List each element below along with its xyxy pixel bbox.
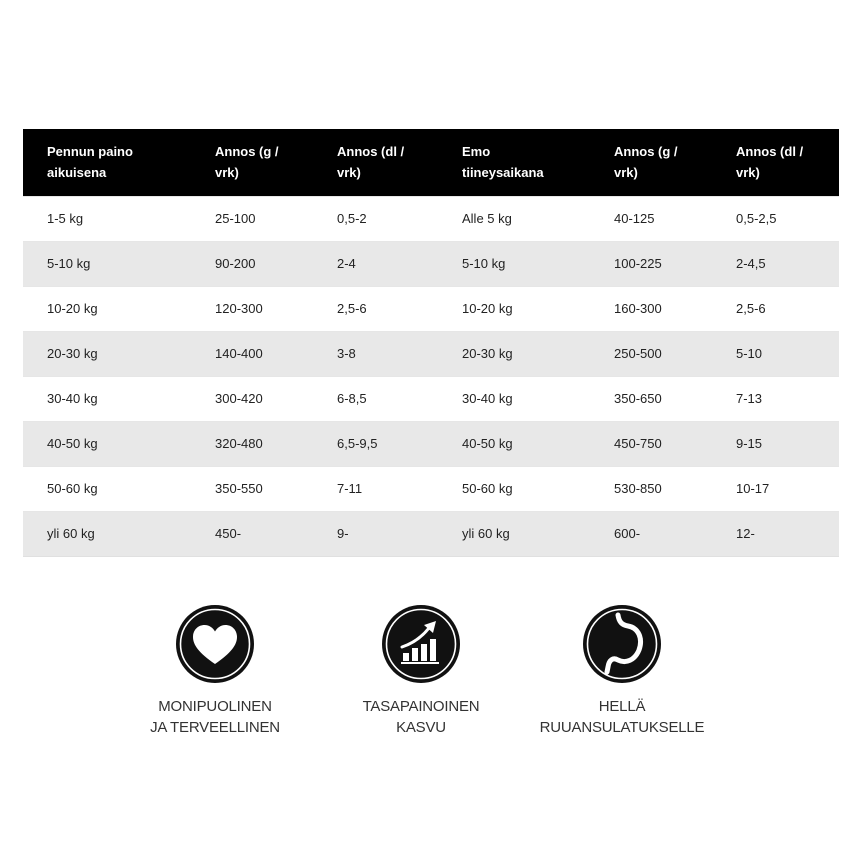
table-cell: 350-650 xyxy=(590,376,712,421)
growth-chart-icon xyxy=(381,604,461,684)
header-dam-portion-dl: Annos (dl / vrk) xyxy=(736,144,804,181)
table-cell: 5-10 kg xyxy=(438,241,590,286)
table-cell: 600- xyxy=(590,511,712,556)
table-cell: 450- xyxy=(191,511,313,556)
table-row xyxy=(23,241,839,286)
table-cell: 350-550 xyxy=(191,466,313,511)
table-cell: 40-125 xyxy=(590,196,712,241)
table-cell: 2,5-6 xyxy=(313,286,438,331)
table-cell: 160-300 xyxy=(590,286,712,331)
header-dam-portion-g: Annos (g / vrk) xyxy=(614,144,678,181)
table-cell: 20-30 kg xyxy=(438,331,590,376)
table-cell: 10-20 kg xyxy=(438,286,590,331)
table-cell: 7-13 xyxy=(712,376,839,421)
header-puppy-portion-dl: Annos (dl / vrk) xyxy=(337,144,405,181)
caption-line: TASAPAINOINEN xyxy=(362,698,480,715)
table-header xyxy=(23,129,839,196)
table-cell: 100-225 xyxy=(590,241,712,286)
table-cell: 10-17 xyxy=(712,466,839,511)
feature-caption xyxy=(522,696,722,738)
table-cell: 50-60 kg xyxy=(438,466,590,511)
feature-caption xyxy=(115,696,315,738)
table-row xyxy=(23,511,839,556)
header-puppy-portion-g: Annos (g / vrk) xyxy=(215,144,279,181)
table-cell: 90-200 xyxy=(191,241,313,286)
table-cell: 7-11 xyxy=(313,466,438,511)
table-cell: 40-50 kg xyxy=(23,421,191,466)
table-cell: 5-10 xyxy=(712,331,839,376)
table-cell: 320-480 xyxy=(191,421,313,466)
table-cell: 30-40 kg xyxy=(23,376,191,421)
feature-caption xyxy=(321,696,521,738)
table-cell: 0,5-2,5 xyxy=(712,196,839,241)
table-cell: 6,5-9,5 xyxy=(313,421,438,466)
table-cell: 2-4,5 xyxy=(712,241,839,286)
feeding-table xyxy=(23,129,839,557)
caption-line: RUUANSULATUKSELLE xyxy=(539,719,705,736)
table-cell: 450-750 xyxy=(590,421,712,466)
table-cell: 5-10 kg xyxy=(23,241,191,286)
table-cell: 250-500 xyxy=(590,331,712,376)
header-dam-pregnancy: Emo tiineysaikana xyxy=(462,144,544,181)
caption-line: HELLÄ xyxy=(598,698,646,715)
table-cell: 6-8,5 xyxy=(313,376,438,421)
table-cell: 12- xyxy=(712,511,839,556)
caption-line: KASVU xyxy=(396,719,446,736)
table-cell: 20-30 kg xyxy=(23,331,191,376)
table-cell: yli 60 kg xyxy=(438,511,590,556)
feature-varied-healthy xyxy=(115,604,315,738)
heart-icon xyxy=(175,604,255,684)
table-body xyxy=(23,196,839,556)
caption-line: MONIPUOLINEN xyxy=(158,698,272,715)
table-row xyxy=(23,421,839,466)
table-row xyxy=(23,286,839,331)
table-cell: 140-400 xyxy=(191,331,313,376)
table-cell: 25-100 xyxy=(191,196,313,241)
table-cell: 530-850 xyxy=(590,466,712,511)
table-cell: 10-20 kg xyxy=(23,286,191,331)
table-cell: 1-5 kg xyxy=(23,196,191,241)
table-row xyxy=(23,196,839,241)
table-cell: 2,5-6 xyxy=(712,286,839,331)
table-row xyxy=(23,331,839,376)
table-cell: 2-4 xyxy=(313,241,438,286)
table-cell: 300-420 xyxy=(191,376,313,421)
table-cell: 3-8 xyxy=(313,331,438,376)
table-cell: 0,5-2 xyxy=(313,196,438,241)
table-header-row xyxy=(23,129,839,196)
header-puppy-weight: Pennun paino aikuisena xyxy=(47,144,133,181)
feature-balanced-growth xyxy=(321,604,521,738)
stomach-icon xyxy=(582,604,662,684)
table-cell: 30-40 kg xyxy=(438,376,590,421)
table-cell: 9-15 xyxy=(712,421,839,466)
table-cell: 50-60 kg xyxy=(23,466,191,511)
table-cell: 120-300 xyxy=(191,286,313,331)
table-cell: 40-50 kg xyxy=(438,421,590,466)
table-row xyxy=(23,466,839,511)
table-cell: yli 60 kg xyxy=(23,511,191,556)
table-row xyxy=(23,376,839,421)
table-cell: Alle 5 kg xyxy=(438,196,590,241)
caption-line: JA TERVEELLINEN xyxy=(150,719,280,736)
table-cell: 9- xyxy=(313,511,438,556)
feature-gentle-digestion xyxy=(522,604,722,738)
feature-badges xyxy=(0,604,868,754)
